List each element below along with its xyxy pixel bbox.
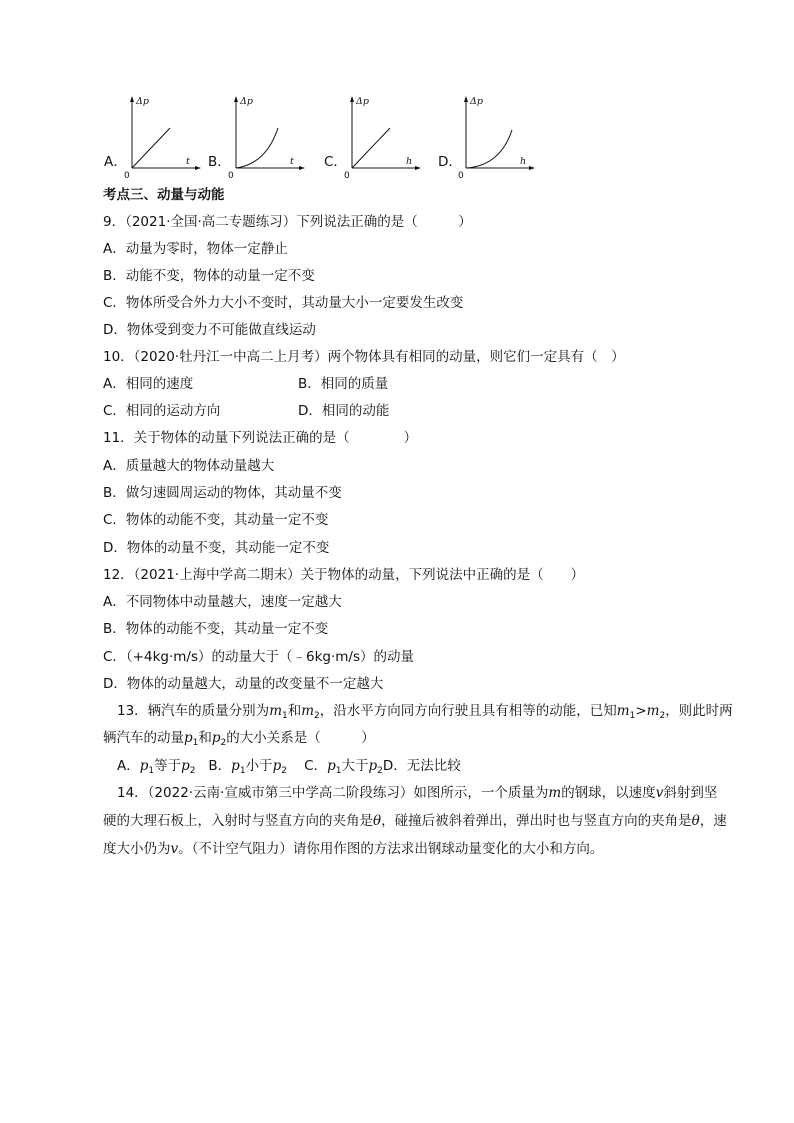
q13-options	[117, 757, 461, 780]
option-letter: D．	[438, 154, 462, 170]
q11-option-d[interactable]: D．物体的动量不变，其动能一定不变	[103, 540, 330, 556]
q11-option-b[interactable]: B．做匀速圆周运动的物体，其动量不变	[103, 485, 342, 501]
q10-option-c[interactable]: C．相同的运动方向	[103, 403, 221, 419]
q14-line3: 度大小仍为v。（不计空气阻力）请你用作图的方法求出钢球动量变化的大小和方向。	[103, 841, 604, 857]
q12-option-b[interactable]: B．物体的动能不变，其动量一定不变	[103, 621, 329, 637]
q9-option-a[interactable]: A．动量为零时，物体一定静止	[103, 241, 288, 257]
origin-label: 0	[228, 171, 234, 181]
origin-label: 0	[458, 171, 464, 181]
q14-line1: 14．（2022·云南·宣威市第三中学高二阶段练习）如图所示，一个质量为m的钢球，以速度v斜射到坚	[117, 785, 718, 801]
q9-option-d[interactable]: D．物体受到变力不可能做直线运动	[103, 322, 316, 338]
q10-option-d[interactable]: D．相同的动能	[298, 403, 390, 419]
x-axis-label: h	[520, 156, 527, 167]
y-axis-label: Δp	[356, 96, 369, 107]
graph-d-svg	[458, 96, 540, 181]
q10-stem: 10．（2020·牡丹江一中高二上月考）两个物体具有相同的动量，则它们一定具有（ ）	[103, 349, 625, 365]
y-axis-label: Δp	[136, 96, 149, 107]
q11-option-c[interactable]: C．物体的动能不变，其动量一定不变	[103, 512, 329, 528]
option-letter: A．	[104, 154, 127, 170]
q13-option-b[interactable]: B．$p_1$小于$p_2$	[208, 758, 287, 776]
q13-line2: 辆汽车的动量$p_1$和$p_2$的大小关系是（ ）	[103, 730, 375, 748]
option-letter: B．	[208, 154, 231, 170]
x-axis-label: t	[186, 156, 190, 167]
q10-option-a[interactable]: A．相同的速度	[103, 376, 194, 392]
q11-option-a[interactable]: A．质量越大的物体动量越大	[103, 458, 275, 474]
q14-line2: 硬的大理石板上，入射时与竖直方向的夹角是θ，碰撞后被斜着弹出，弹出时也与竖直方向的夹角是θ，速	[103, 813, 727, 829]
q11-stem: 11．关于物体的动量下列说法正确的是（ ）	[103, 430, 418, 446]
q9-option-c[interactable]: C．物体所受合外力大小不变时，其动量大小一定要发生改变	[103, 295, 464, 311]
q12-option-a[interactable]: A．不同物体中动量越大，速度一定越大	[103, 594, 342, 610]
q9-option-b[interactable]: B．动能不变，物体的动量一定不变	[103, 268, 315, 284]
q10-option-b[interactable]: B．相同的质量	[298, 376, 389, 392]
q13-option-a[interactable]: A．$p_1$等于$p_2$	[117, 758, 196, 776]
q13-line1: 13．辆汽车的质量分别为$m_1$和$m_2$，沿水平方向同方向行驶且具有相等的动能，已知$m_1>m_2$，则此时两	[117, 703, 733, 721]
x-axis-label: h	[406, 156, 413, 167]
q12-option-d[interactable]: D．物体的动量越大，动量的改变量不一定越大	[103, 676, 384, 692]
section-title: 考点三、动量与动能	[103, 187, 225, 203]
origin-label: 0	[124, 171, 130, 181]
graph-options	[104, 96, 544, 181]
q12-stem: 12．（2021·上海中学高二期末）关于物体的动量，下列说法中正确的是（ ）	[103, 567, 585, 583]
y-axis-label: Δp	[470, 96, 483, 107]
q12-option-c[interactable]: C．（+4kg·m/s）的动量大于（﹣6kg·m/s）的动量	[103, 649, 414, 665]
option-letter: C．	[324, 154, 347, 170]
origin-label: 0	[344, 171, 350, 181]
graph-b-svg	[228, 96, 310, 181]
graph-a-svg	[124, 96, 206, 181]
q13-option-d[interactable]: D．无法比较	[382, 758, 461, 774]
q9-stem: 9．（2021·全国·高二专题练习）下列说法正确的是（ ）	[103, 214, 472, 230]
y-axis-label: Δp	[240, 96, 253, 107]
x-axis-label: t	[290, 156, 294, 167]
q13-option-c[interactable]: C．$p_1$大于$p_2$	[304, 758, 383, 776]
graph-c-svg	[344, 96, 426, 181]
